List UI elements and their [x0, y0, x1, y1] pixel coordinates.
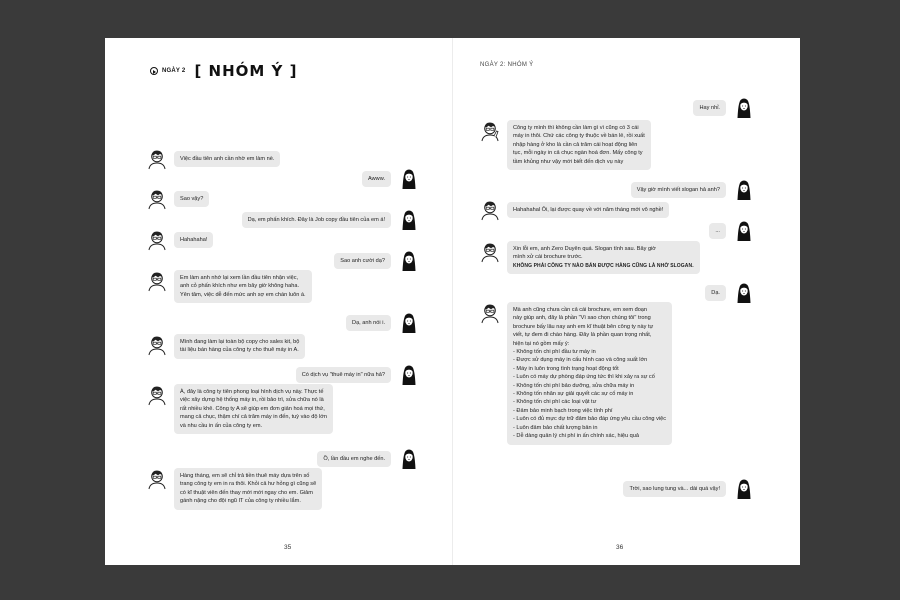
message-line: tục, mỗi ngày in cả chục ngàn hoá đơn. Mấy công ty [513, 150, 643, 157]
intern-avatar-icon [399, 448, 419, 470]
intern-avatar-icon [734, 97, 754, 119]
mentor-avatar-icon [147, 468, 167, 490]
play-circle-icon [150, 67, 158, 75]
page-number: 36 [616, 544, 624, 551]
message-line: Công ty mình thì không cần làm gì vì cũng có 3 cái [513, 125, 639, 131]
message-line: trang công ty em in ra thôi. Khỏi cả hư hỏng gì cũng sẽ [180, 481, 317, 488]
message-line: có kĩ thuật viên đến thay mới mới ngay cho em. Giảm [180, 489, 313, 496]
message-line: viết, tự đem đi chào hàng. Đây là phần quan trọng nhất, [513, 332, 652, 339]
message-line: rất nhiều khê. Công ty A sẽ giúp em đơn giản hoá mọi thứ, [180, 405, 325, 412]
message-bubble: Dạ, em phấn khích. Đây là Job copy đầu tiên của em á! [242, 212, 391, 228]
message-bubble: Hay nhỉ. [693, 100, 726, 116]
mentor-avatar-icon [480, 241, 500, 263]
message-line: và nhu cầu in ấn của công ty em. [180, 422, 263, 429]
message-bubble: Việc đầu tiên anh cần nhờ em làm nè. [174, 151, 280, 167]
running-head: NGÀY 2: NHÓM Ý [480, 62, 534, 68]
message-line: mang cả chục, thậm chí cả trăm máy in đến, tuỳ vào độ lớn [180, 414, 327, 421]
message-bubble: Sao anh cười dạ? [334, 253, 391, 269]
chat-row-intern [623, 478, 754, 500]
message-line: Em làm anh nhớ lại xem lần đầu tiên nhận việc, [180, 275, 299, 281]
message-line: tầm khủng như vậy mới biết đến dịch vụ này [513, 158, 624, 165]
list-item: - Không tốn nhân sự giải quyết các sự cố máy in [513, 391, 634, 398]
mentor-avatar-icon [147, 384, 167, 406]
message-bubble [174, 334, 305, 359]
feature-list [513, 348, 666, 440]
chat-row-mentor [480, 120, 651, 170]
message-line: À, đây là công ty tiên phong loại hình dịch vụ này. Thực tế [180, 389, 324, 395]
list-item: - Không tốn chi phí các loại vật tư [513, 399, 597, 406]
chat-row-intern [705, 282, 754, 304]
message-bubble [507, 120, 651, 170]
chat-row-mentor [147, 468, 322, 510]
message-bubble: Dạ, anh nói i. [346, 315, 391, 331]
intern-avatar-icon [734, 179, 754, 201]
chat-row-mentor [480, 302, 672, 445]
mentor-avatar-icon [147, 188, 167, 210]
intern-avatar-icon [399, 312, 419, 334]
chapter-header [150, 62, 297, 80]
chat-row-intern [317, 448, 419, 470]
message-emphasis: KHÔNG PHẢI CÔNG TY NÀO BÁN ĐƯỢC HÀNG CŨNG LÀ NHỜ SLOGAN. [513, 262, 694, 269]
mentor-avatar-icon [480, 199, 500, 221]
chat-row-intern [242, 209, 419, 231]
mentor-avatar-icon [480, 302, 500, 324]
left-page [105, 38, 452, 565]
message-bubble [174, 270, 312, 303]
message-line: nhập hàng ở kho là cần cả trăm cái hoạt động liên [513, 141, 638, 148]
message-line: mình xử cái brochure trước. [513, 254, 583, 261]
list-item: - Không tốn chi phí đầu tư máy in [513, 349, 596, 356]
chat-row-intern [296, 364, 419, 386]
chat-row-mentor [147, 229, 213, 251]
chat-row-mentor [147, 148, 280, 170]
chat-row-intern [346, 312, 419, 334]
message-bubble [507, 241, 700, 274]
list-item: - Dễ dàng quản lý chi phí in ấn chính xác, hiệu quả [513, 433, 639, 440]
message-line: Xin lỗi em, anh Zero Duyên quá. Slogan tính sau. Bây giờ [513, 246, 656, 252]
intern-avatar-icon [399, 364, 419, 386]
message-bubble: Awww. [362, 171, 391, 187]
mentor-avatar-icon [147, 270, 167, 292]
message-line: brochure bấy lâu nay anh em kĩ thuật bên công ty này tự [513, 323, 654, 330]
intern-avatar-icon [399, 250, 419, 272]
right-page [453, 38, 800, 565]
list-item: - Luôn có máy dự phòng đáp ứng tức thì khi xảy ra sự cố [513, 374, 655, 381]
chat-row-intern [709, 220, 754, 242]
chat-row-intern [362, 168, 419, 190]
message-line: Mà anh cũng chưa cần cả cái brochure, em xem đoạn [513, 307, 648, 313]
list-item: - Luôn có đủ mực dự trữ đảm bảo đáp ứng yêu cầu công việc [513, 416, 667, 423]
chapter-title: [ NHÓM Ý ] [194, 62, 298, 80]
list-item: - Được sử dụng máy in cấu hình cao và công suất lớn [513, 357, 648, 364]
message-line: anh cỏ phấn khích như em bây giờ không haha. [180, 283, 300, 290]
message-bubble: Sao vậy? [174, 191, 209, 207]
message-bubble [507, 302, 672, 445]
message-bubble: Hahahaha! [174, 232, 213, 248]
chapter-label: NGÀY 2 [162, 68, 186, 74]
chat-row-mentor [147, 270, 312, 303]
book-spread [105, 38, 800, 565]
message-bubble [174, 468, 322, 510]
chat-row-mentor [480, 199, 669, 221]
chat-row-intern [631, 179, 754, 201]
message-line: máy in thôi. Chứ các công ty thuộc về bán lẻ, rồi xuất [513, 133, 645, 140]
intern-avatar-icon [734, 282, 754, 304]
list-item: - Đảm bảo minh bạch trong việc tính phí [513, 407, 613, 414]
chat-row-intern [693, 97, 754, 119]
mentor-thinking-avatar-icon [480, 120, 500, 142]
message-bubble: Ồ, lần đầu em nghe đến. [317, 451, 391, 467]
message-bubble: Có dịch vụ "thuê máy in" nữa hả? [296, 367, 391, 383]
chat-row-mentor [147, 188, 209, 210]
list-item: - Máy in luôn trong tình trạng hoạt động tốt [513, 365, 619, 372]
intern-avatar-icon [734, 478, 754, 500]
message-line: hiện tại nó gồm mấy ý: [513, 340, 570, 347]
intern-avatar-icon [399, 168, 419, 190]
chat-row-mentor [147, 334, 305, 359]
mentor-avatar-icon [147, 229, 167, 251]
message-line: này giúp anh, đây là phần "Vì sao chọn chúng tôi" trong [513, 315, 651, 322]
message-line: tài liệu bán hàng của công ty cho thuê máy in A. [180, 347, 299, 354]
message-line: Hàng tháng, em sẽ chỉ trả tiền thuê máy dựa trên số [180, 473, 310, 479]
message-bubble: ... [709, 223, 726, 239]
intern-avatar-icon [399, 209, 419, 231]
message-line: Mình đang làm lại toàn bộ copy cho sales kit, bộ [180, 339, 300, 345]
message-line: việc xây dựng hệ thống máy in, rồi bảo trì, sửa chữa nó là [180, 397, 324, 404]
chat-row-mentor [480, 241, 700, 274]
page-number: 35 [284, 544, 292, 551]
message-line: gánh nặng cho đội ngũ IT của công ty nhiều lắm. [180, 498, 301, 505]
message-line: Yên tâm, việc dễ đến mức anh sợ em chán luôn á. [180, 291, 306, 298]
intern-avatar-icon [734, 220, 754, 242]
message-bubble: Hahahahal Ôi, lại được quay về với năm tháng mới vô nghề! [507, 202, 669, 218]
list-item: - Luôn đảm bảo chất lượng bản in [513, 424, 598, 431]
chat-row-intern [334, 250, 419, 272]
message-bubble: Vậy giờ mình viết slogan hả anh? [631, 182, 726, 198]
message-bubble: Trời, sao lung tung và... dài quá vậy! [623, 481, 726, 497]
mentor-avatar-icon [147, 148, 167, 170]
message-bubble [174, 384, 333, 434]
list-item: - Không tốn chi phí bảo dưỡng, sửa chữa máy in [513, 382, 635, 389]
mentor-avatar-icon [147, 334, 167, 356]
chat-row-mentor [147, 384, 333, 434]
message-bubble: Dạ. [705, 285, 726, 301]
